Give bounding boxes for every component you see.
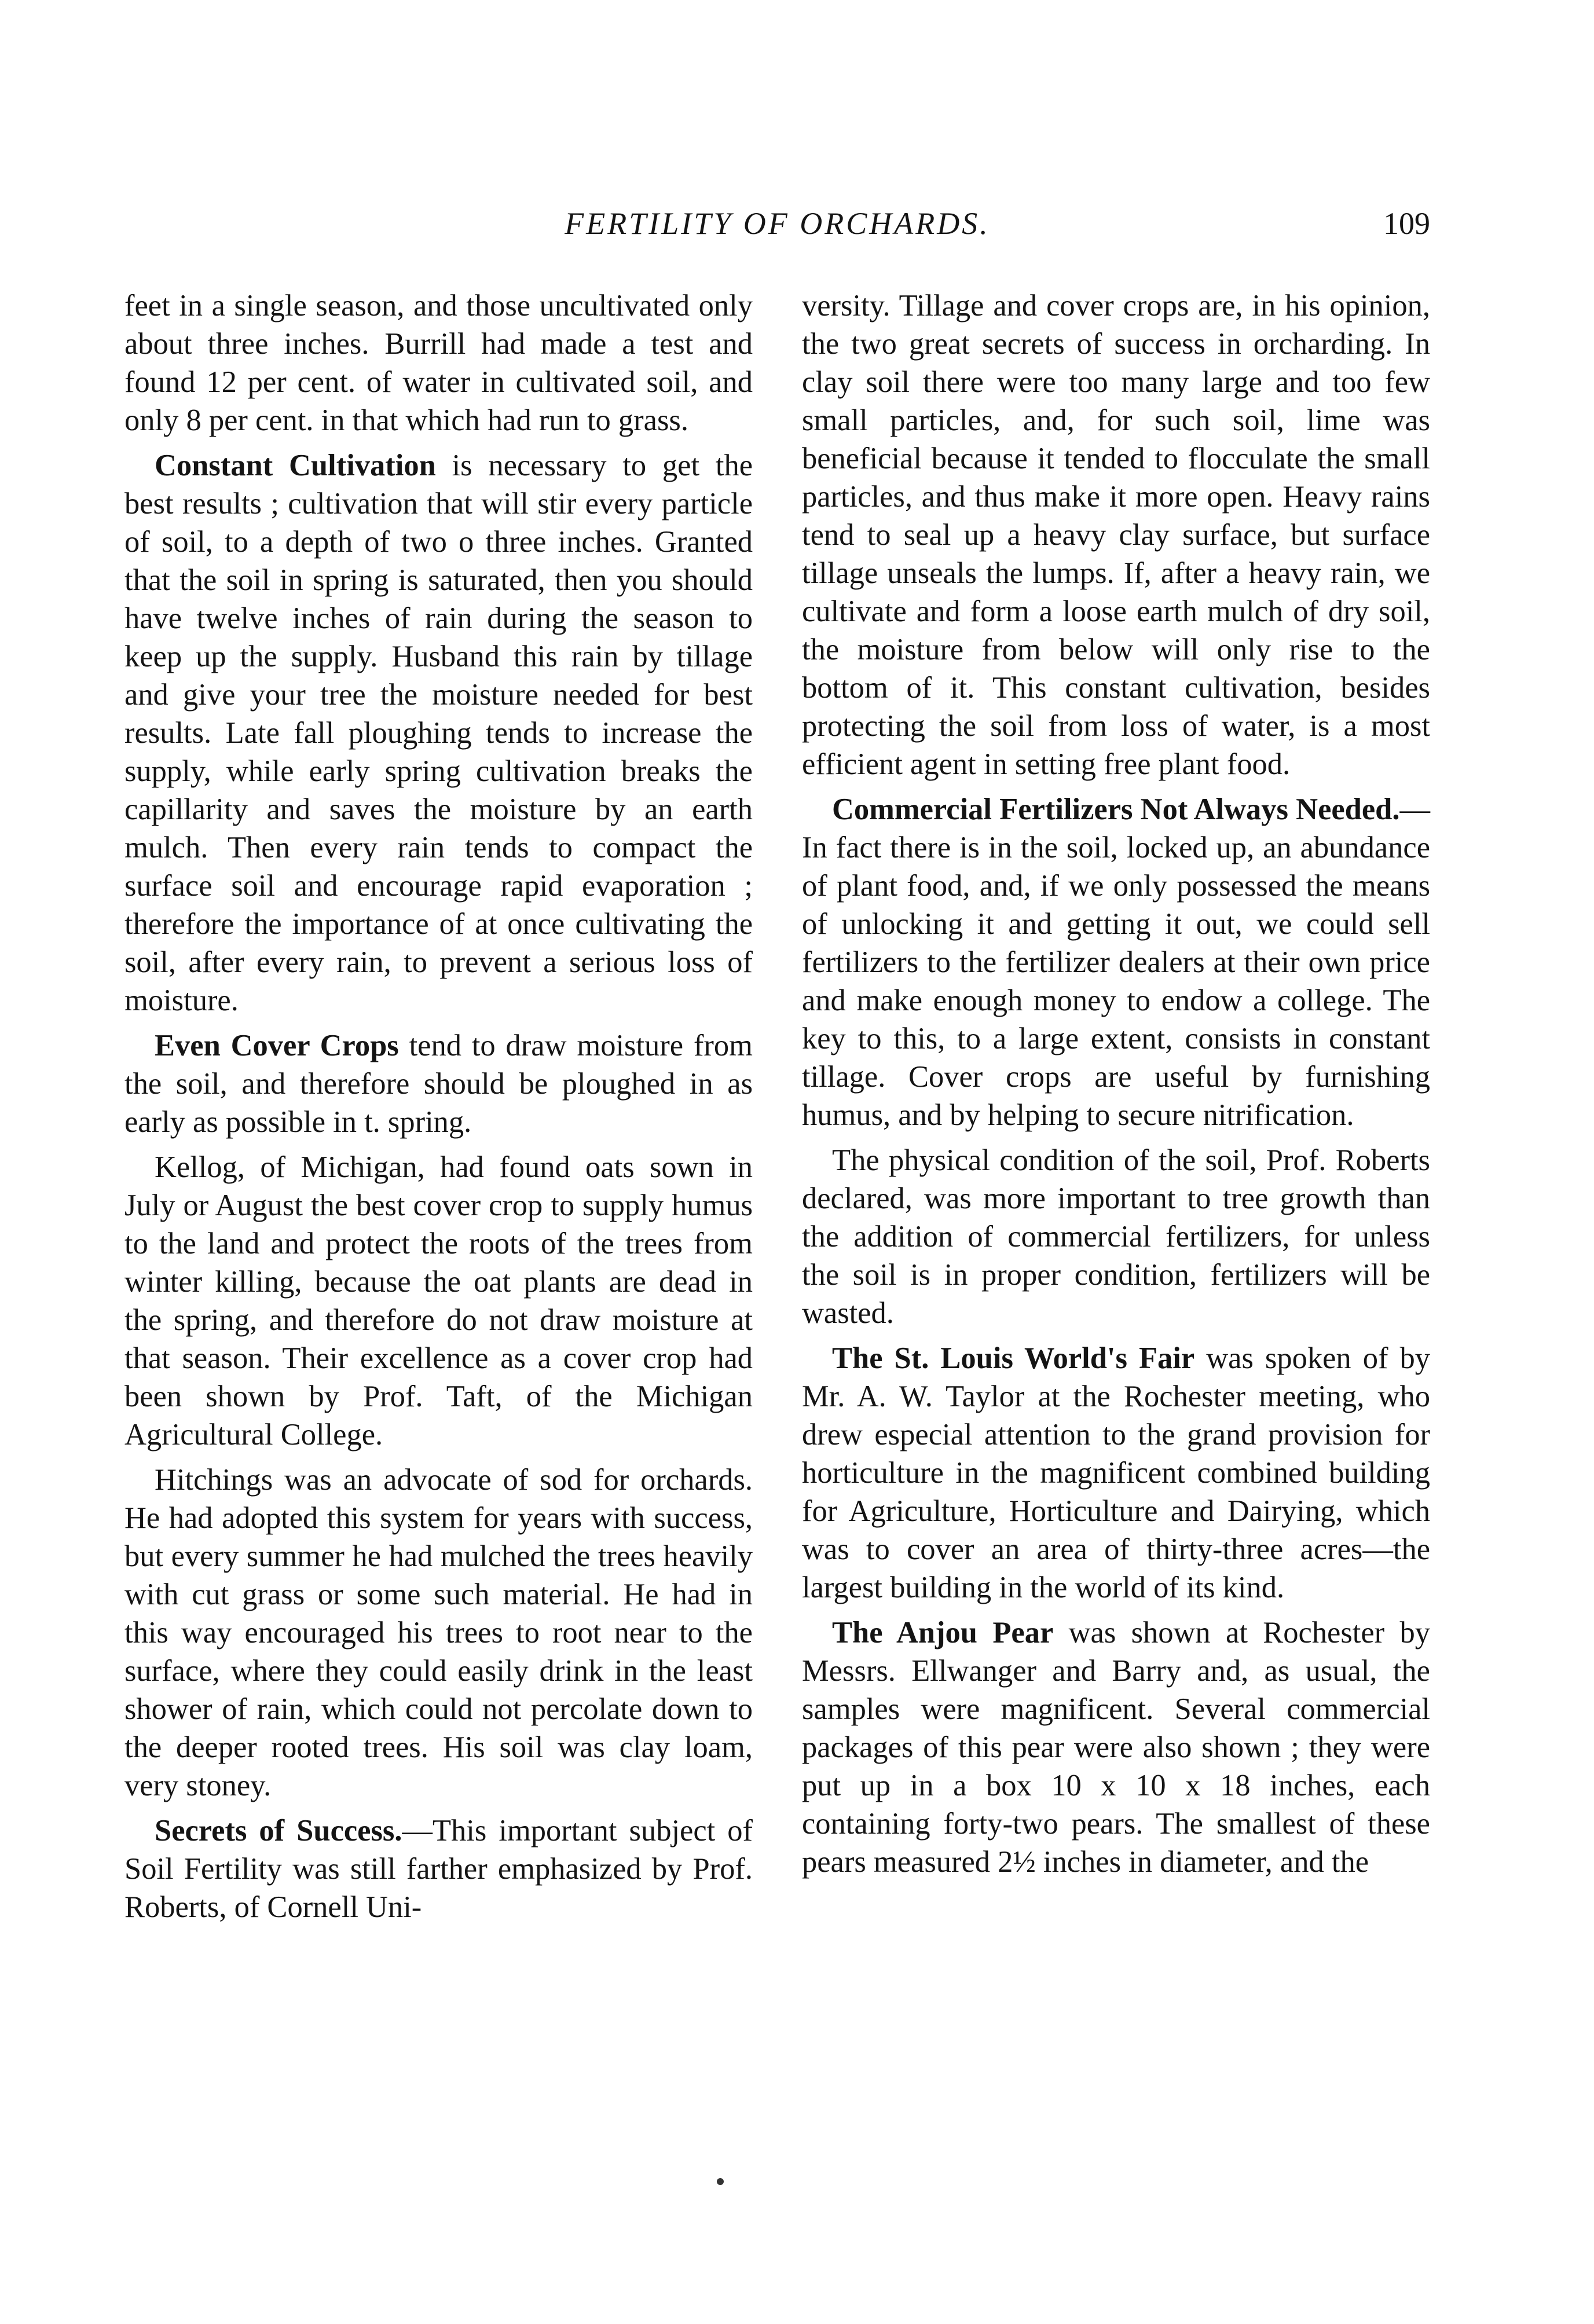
paragraph-text: feet in a single season, and those uncultivated only about three inches. Burrill had made a test and found 12 per cent. of water in cultivated soil, and only 8 per cent. in that which had run to grass.: [124, 289, 753, 437]
page-header: [124, 206, 1430, 252]
paragraph: [802, 1614, 1430, 1881]
paragraph-text: is necessary to get the best results ; cultivation that will stir every particle of soil, to a depth of two o three inches. Granted that the soil in spring is saturated, then you should have twelve inches of rain during the season to keep up the supply. Husband this rain by tillage and give your tree the moisture needed for best results. Late fall ploughing tends to increase the supply, while early spring cultivation breaks the capillarity and saves the moisture by an earth mulch. Then every rain tends to compact the surface soil and encourage rapid evaporation ; therefore the importance of at once cultivating the soil, after every rain, to prevent a serious loss of moisture.: [124, 449, 753, 1017]
paragraph-lead: Constant Cultivation: [155, 449, 436, 482]
ink-dot: [717, 2178, 724, 2185]
paragraph-lead: The Anjou Pear: [832, 1616, 1054, 1649]
paragraph: [802, 1141, 1430, 1332]
paragraph: [802, 1339, 1430, 1607]
paragraph-lead: Even Cover Crops: [155, 1029, 399, 1062]
paragraph-text: Kellog, of Michigan, had found oats sown in July or August the best cover crop to supply humus to the land and protect the roots of the trees from winter killing, because the oat plants are dead in the spring, and therefore do not draw moisture at that season. Their excellence as a cover crop had been shown by Prof. Taft, of the Michigan Agricultural College.: [124, 1150, 753, 1451]
paragraph-lead: The St. Louis World's Fair: [832, 1341, 1195, 1375]
paragraph: [802, 287, 1430, 783]
left-column: [124, 287, 753, 1933]
paragraph-text: tend to draw moisture from the soil, and therefore should be ploughed in as early as possible in t. spring.: [124, 1029, 753, 1139]
paragraph-text: versity. Tillage and cover crops are, in his opinion, the two great secrets of success in orcharding. In clay soil there were too many large and too few small particles, and, for such soil, lime was beneficial because it tended to flocculate the small particles, and thus make it more open. Heavy rains tend to seal up a heavy clay surface, but surface tillage unseals the lumps. If, after a heavy rain, we cultivate and form a loose earth mulch of dry soil, the moisture from below will only rise to the bottom of it. This constant cultivation, besides protecting the soil from loss of water, is a most efficient agent in setting free plant food.: [802, 289, 1430, 781]
page-number: 109: [1383, 206, 1430, 241]
paragraph: [124, 1027, 753, 1141]
right-column: [802, 287, 1430, 1888]
paragraph: [124, 287, 753, 439]
paragraph-text: was shown at Rochester by Messrs. Ellwanger and Barry and, as usual, the samples were magnificent. Several commercial packages of this pear were also shown ; they were put up in a box 10 x 10 x 18 inches, each containing forty-two pears. The smallest of these pears measured 2½ inches in diameter, and the: [802, 1616, 1430, 1879]
paragraph-lead: Secrets of Success.: [155, 1814, 402, 1848]
paragraph: [802, 790, 1430, 1134]
running-title: FERTILITY OF ORCHARDS.: [565, 206, 990, 241]
paragraph-text: Hitchings was an advocate of sod for orchards. He had adopted this system for years with success, but every summer he had mulched the trees heavily with cut grass or some such material. He had in this way encouraged his trees to root near to the surface, where they could easily drink in the least shower of rain, which could not percolate down to the deeper rooted trees. His soil was clay loam, very stoney.: [124, 1463, 753, 1802]
paragraph: [124, 1461, 753, 1805]
paragraph: [124, 446, 753, 1020]
paragraph: [124, 1812, 753, 1926]
paragraph-text: The physical condition of the soil, Prof. Roberts declared, was more important to tree growth than the addition of commercial fertilizers, for unless the soil is in proper condition, fertilizers will be wasted.: [802, 1143, 1430, 1330]
paragraph-lead: Commercial Fertilizers Not Always Needed.: [832, 793, 1400, 826]
paragraph-text: was spoken of by Mr. A. W. Taylor at the Rochester meeting, who drew especial attention to the grand provision for horticulture in the magnificent combined building for Agriculture, Horticulture and Dairying, which was to cover an area of thirty-three acres—the largest building in the world of its kind.: [802, 1341, 1430, 1604]
paragraph-text: —This important subject of Soil Fertility was still farther emphasized by Prof. Roberts, of Cornell Uni-: [124, 1814, 753, 1924]
paragraph-text: —In fact there is in the soil, locked up, an abundance of plant food, and, if we only possessed the means of unlocking it and getting it out, we could sell fertilizers to the fertilizer dealers at their own price and make enough money to endow a college. The key to this, to a large extent, consists in constant tillage. Cover crops are useful by furnishing humus, and by helping to secure nitrification.: [802, 793, 1430, 1132]
paragraph: [124, 1148, 753, 1454]
